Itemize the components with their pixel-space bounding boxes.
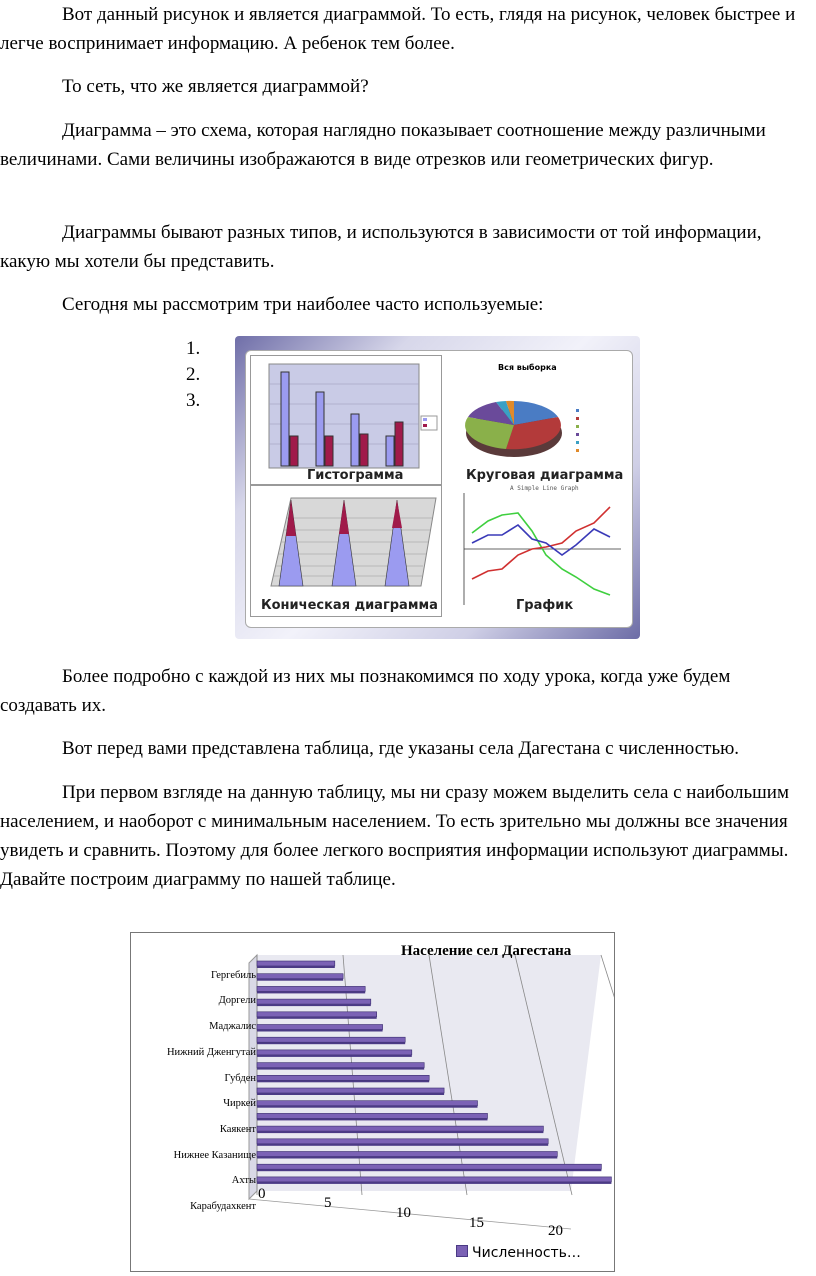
bar bbox=[257, 1037, 405, 1044]
paragraph-5: Сегодня мы рассмотрим три наиболее часто используемые: bbox=[62, 294, 544, 315]
x-tick-label: 10 bbox=[396, 1205, 411, 1221]
bar bbox=[257, 1177, 611, 1184]
y-axis-label: Губден bbox=[224, 1072, 256, 1084]
x-tick-label: 5 bbox=[324, 1195, 332, 1211]
paragraph-6: Более подробно с каждой из них мы познакомимся по ходу урока, когда уже будем создавать их. bbox=[0, 666, 731, 716]
pie-caption: Круговая диаграмма bbox=[466, 468, 624, 483]
bar bbox=[257, 1113, 488, 1120]
diagram-types-collage bbox=[235, 336, 640, 639]
list-item: 2. bbox=[186, 364, 201, 385]
population-chart bbox=[130, 932, 615, 1272]
line-caption: График bbox=[516, 598, 574, 613]
line-title: A Simple Line Graph bbox=[510, 485, 579, 492]
line-panel bbox=[446, 485, 628, 615]
bar bbox=[257, 1012, 377, 1019]
bar bbox=[257, 1152, 557, 1159]
histogram-graphic bbox=[251, 356, 441, 484]
x-tick-label: 20 bbox=[548, 1223, 563, 1239]
bar bbox=[257, 1088, 444, 1095]
collage-frame bbox=[245, 350, 633, 628]
paragraph-8: При первом взгляде на данную таблицу, мы ни сразу можем выделить села с наибольшим населением, и наоборот с минимальным населением. То есть зрительно мы должны все значения увидеть и сравнить. Поэтому для более легкого восприятия информации используют диаграммы. Давайте построим диаграмму по нашей таблице. bbox=[0, 782, 789, 890]
y-axis-label: Чиркей bbox=[223, 1098, 256, 1110]
bar bbox=[257, 1050, 412, 1057]
cone-panel bbox=[250, 485, 442, 617]
cone-graphic bbox=[251, 486, 441, 616]
legend-swatch bbox=[456, 1245, 468, 1257]
pie-title: Вся выборка bbox=[498, 363, 557, 372]
y-axis-label: Каякент bbox=[219, 1123, 256, 1135]
x-tick-label: 15 bbox=[469, 1215, 484, 1231]
cone-caption: Коническая диаграмма bbox=[261, 598, 438, 613]
bar bbox=[257, 961, 335, 968]
y-axis-label: Карабудахкент bbox=[190, 1201, 256, 1212]
paragraph-4: Диаграммы бывают разных типов, и используются в зависимости от той информации, какую мы хотели бы представить. bbox=[0, 222, 762, 272]
bar bbox=[257, 1025, 383, 1032]
list-item: 1. bbox=[186, 338, 201, 359]
chart-legend bbox=[456, 1245, 581, 1261]
bar bbox=[257, 1063, 424, 1070]
y-axis-label: Нижний Дженгутай bbox=[166, 1046, 256, 1058]
legend-label: Численность… bbox=[472, 1245, 581, 1261]
bar bbox=[257, 986, 365, 993]
bar bbox=[257, 1164, 601, 1171]
y-axis-label: Ахты bbox=[231, 1175, 256, 1187]
x-tick-label: 0 bbox=[258, 1186, 266, 1202]
list-item: 3. bbox=[186, 390, 201, 411]
bar bbox=[257, 1101, 478, 1108]
bar bbox=[257, 999, 371, 1006]
pie-panel bbox=[446, 355, 628, 483]
bar bbox=[257, 1126, 543, 1133]
y-axis-label: Доргели bbox=[218, 995, 256, 1007]
paragraph-7: Вот перед вами представлена таблица, где указаны села Дагестана с численностью. bbox=[62, 738, 740, 759]
bar bbox=[257, 1139, 548, 1146]
paragraph-3: Диаграмма – это схема, которая наглядно показывает соотношение между различными величинами. Сами величины изображаются в виде отрезков или геометрических фигур. bbox=[0, 120, 766, 170]
pie-graphic bbox=[446, 355, 628, 483]
histogram-panel bbox=[250, 355, 442, 485]
y-axis-label: Гергебиль bbox=[211, 969, 256, 981]
paragraph-1: Вот данный рисунок и является диаграммой. То есть, глядя на рисунок, человек быстрее и легче воспринимает информацию. А ребенок тем более. bbox=[0, 4, 796, 54]
line-graphic bbox=[446, 485, 628, 615]
y-axis-label: Нижнее Казанище bbox=[173, 1149, 256, 1161]
gridline bbox=[601, 955, 614, 1195]
histogram-caption: Гистограмма bbox=[307, 468, 404, 483]
y-axis-label: Маджалис bbox=[209, 1021, 256, 1033]
numbered-list bbox=[186, 336, 200, 414]
population-chart-svg bbox=[131, 933, 614, 1271]
chart-title: Население сел Дагестана bbox=[401, 943, 572, 959]
bar bbox=[257, 974, 343, 981]
bar bbox=[257, 1075, 429, 1082]
paragraph-2: То сеть, что же является диаграммой? bbox=[62, 76, 369, 97]
